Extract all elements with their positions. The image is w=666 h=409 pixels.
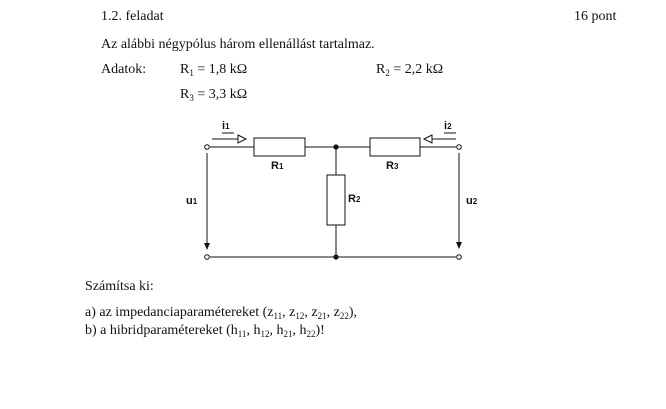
terminal-2-top <box>457 145 462 150</box>
resistor-r3 <box>370 138 420 156</box>
label-r1: R1 <box>271 160 284 172</box>
terminal-1-top <box>205 145 210 150</box>
resistor-r1 <box>254 138 305 156</box>
current-i1-arrow-head <box>238 135 246 143</box>
question-b: b) a hibridparamétereket ($h_{11}$, $h_{12}$, $h_{21}$, $h_{22}$)! <box>85 323 325 339</box>
intro-text: Az alábbi négypólus három ellenállást tartalmaz. <box>101 37 375 52</box>
task-points: 16 pont <box>574 9 617 24</box>
label-i1: i1 <box>222 120 230 132</box>
node-top-junction <box>333 144 338 149</box>
question-prompt: Számítsa ki: <box>85 279 154 294</box>
current-i2-arrow-head <box>424 135 432 143</box>
voltage-u2-arrow-head <box>456 242 462 249</box>
r1-value: $R_1 = 1,8$ kΩ <box>180 62 248 78</box>
data-label: Adatok: <box>101 62 147 77</box>
label-i2: i2 <box>444 120 452 132</box>
terminal-1-bottom <box>205 255 210 260</box>
task-number: 1.2. feladat <box>101 9 164 24</box>
resistor-r2 <box>327 175 345 225</box>
r3-value: $R_3 = 3,3$ kΩ <box>180 87 248 103</box>
label-r2: R2 <box>348 193 361 205</box>
question-a: a) az impedanciaparamétereket ($z_{11}$, $z_{12}$, $z_{21}$, $z_{22}$), <box>85 305 357 321</box>
node-bottom-junction <box>333 254 338 259</box>
label-u2: u2 <box>466 195 478 207</box>
voltage-u1-arrow-head <box>204 243 210 250</box>
label-u1: u1 <box>186 195 198 207</box>
terminal-2-bottom <box>457 255 462 260</box>
r2-value: $R_2 = 2,2$ kΩ <box>376 62 444 78</box>
label-r3: R3 <box>386 160 399 172</box>
